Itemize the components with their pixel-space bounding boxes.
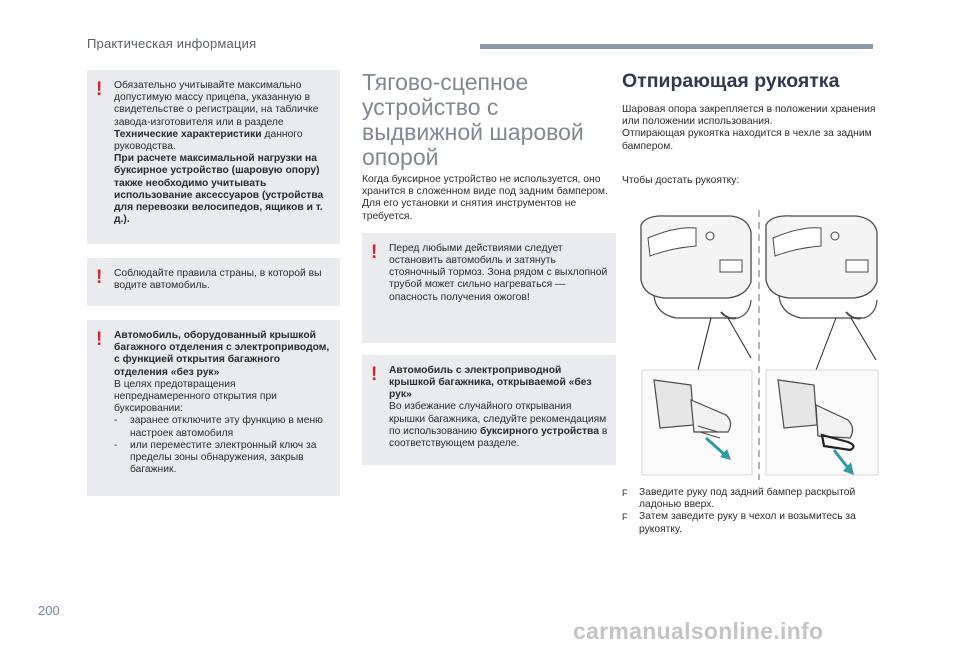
warning-note-parking-brake [362,233,616,343]
note-title: Автомобиль с электроприводной крышкой багажника, открываемой «без рук» [389,364,592,401]
warning-note-max-mass [87,70,340,244]
dash-marker: - [114,439,118,451]
paragraph: Шаровая опора закрепляется в положении хранения или положении использования. [622,104,876,128]
dash-item [114,440,332,477]
note-bold-paragraph: При расчете максимальной нагрузки на буксирное устройство (шаровую опору) также необходимо учитывать использование аксессуаров (устройства для перевозки велосипедов, ящиков и т. д.). [114,153,324,226]
header-bar [480,44,873,49]
release-handle-illustration [636,210,882,480]
hand-right [766,370,878,475]
column-right [622,70,880,187]
step-item [622,511,880,535]
note-bold-text: Технические характеристики [114,128,262,140]
warning-icon: ! [96,267,103,288]
dash-text: заранее отключите эту функцию в меню настроек автомобиля [130,415,323,439]
dash-marker: - [114,415,118,427]
section-title: Тягово-сцепное устройство с выдвижной шаровой опорой [362,69,584,170]
note-bold-text: буксирного устройства [479,425,599,437]
section-intro: Когда буксирное устройство не используется, оно хранится в сложенном виде под задним бампером. Для его установки и снятия инструментов не требуется. [362,174,608,222]
column-left [87,70,340,496]
note-text: в соответствующем разделе. [389,425,608,450]
step-marker-icon: F [622,512,628,523]
note-title: Автомобиль, оборудованный крышкой багажного отделения с электроприводом, с функцией открытия багажного отделения «без рук» [114,330,330,378]
section-title: Отпирающая рукоятка [622,70,840,92]
warning-icon: ! [96,329,103,350]
warning-icon: ! [371,363,378,385]
column-middle [362,70,616,465]
step-marker-icon: F [622,488,628,498]
hand-left [642,370,752,475]
note-text: данного руководства. [114,128,303,153]
warning-icon: ! [371,241,378,263]
dash-text: или переместите электронный ключ за пределы зоны обнаружения, закрыв багажник. [130,439,317,476]
step-item [622,487,880,511]
warning-note-hands-free-tailgate [87,320,340,496]
warning-note-electric-tailgate [362,355,616,465]
note-text: Соблюдайте правила страны, в которой вы водите автомобиль. [114,268,322,292]
note-text: Перед любыми действиями следует остановить автомобиль и затянуть стояночный тормоз. Зона рядом с выхлопной трубой может сильно нагреваться — опасность получения ожогов! [389,242,608,303]
warning-note-country-rules [87,258,340,306]
instruction-steps [622,487,880,536]
watermark: carmanualsonline.info [573,618,824,644]
page-number: 200 [38,603,60,618]
note-text: В целях предотвращения непреднамеренного открытия при буксировании: [114,378,277,415]
dash-item [114,415,332,439]
page-header-title: Практическая информация [87,36,257,51]
note-text: Обязательно учитывайте максимально допустимую массу прицепа, указанную в свидетельстве о регистрации, на табличке завода-изготовителя или в разделе [114,80,319,128]
step-text: Заведите руку под задний бампер раскрытой ладонью вверх. [639,487,856,511]
paragraph: Чтобы достать рукоятку: [622,174,740,186]
paragraph: Отпирающая рукоятка находится в чехле за задним бампером. [622,128,872,152]
warning-icon: ! [96,79,103,100]
note-text: Во избежание случайного открывания крышки багажника, следуйте рекомендациям по использованию [389,401,607,437]
step-text: Затем заведите руку в чехол и возьмитесь за рукоятку. [639,511,856,535]
